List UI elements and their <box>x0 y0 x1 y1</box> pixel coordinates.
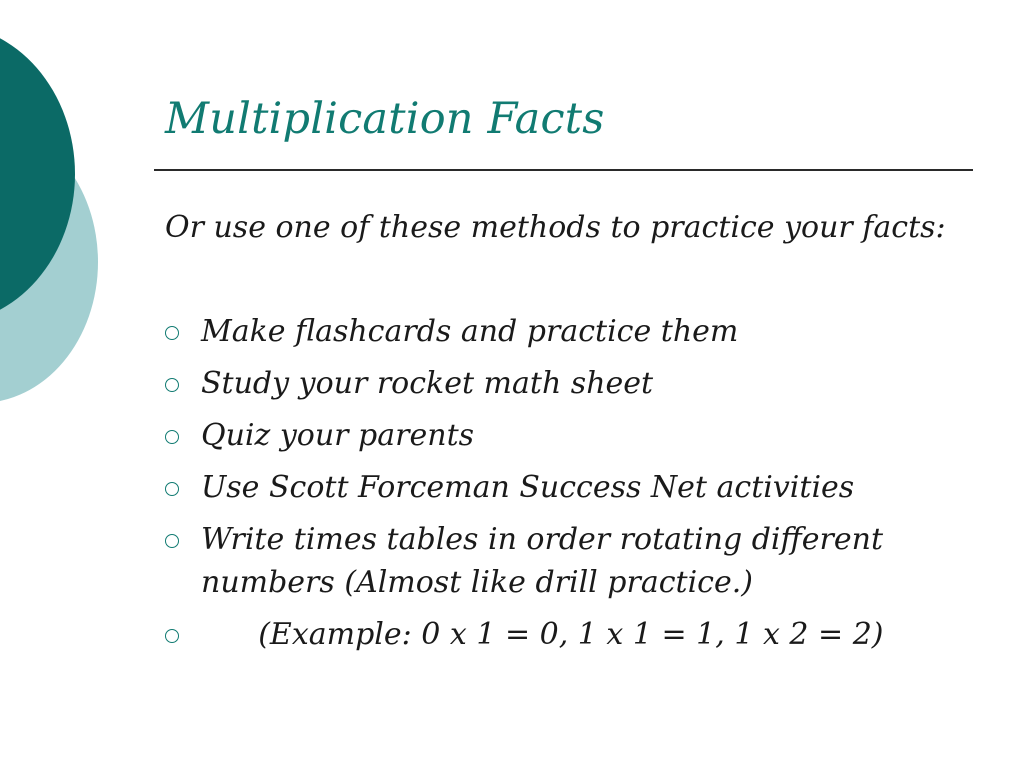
hollow-circle-bullet-icon <box>165 430 179 444</box>
hollow-circle-bullet-icon <box>165 629 179 643</box>
bullet-text: Write times tables in order rotating different numbers (Almost like drill practice.) <box>201 522 884 600</box>
hollow-circle-bullet-icon <box>165 534 179 548</box>
hollow-circle-bullet-icon <box>165 378 179 392</box>
list-item <box>165 310 985 353</box>
bullet-text: (Example: 0 x 1 = 0, 1 x 1 = 1, 1 x 2 = 2) <box>201 617 884 652</box>
hollow-circle-bullet-icon <box>165 482 179 496</box>
intro-text: Or use one of these methods to practice your facts: <box>165 210 946 245</box>
title-divider <box>154 169 973 171</box>
hollow-circle-bullet-icon <box>165 326 179 340</box>
slide-title: Multiplication Facts <box>165 94 605 144</box>
bullet-list <box>165 310 985 665</box>
bullet-text: Study your rocket math sheet <box>201 366 654 401</box>
bullet-text: Make flashcards and practice them <box>201 314 739 349</box>
list-item <box>165 362 985 405</box>
bullet-text: Quiz your parents <box>201 418 475 453</box>
bullet-text: Use Scott Forceman Success Net activities <box>201 470 855 505</box>
list-item <box>165 518 985 604</box>
list-item <box>165 414 985 457</box>
list-item <box>165 613 985 656</box>
list-item <box>165 466 985 509</box>
